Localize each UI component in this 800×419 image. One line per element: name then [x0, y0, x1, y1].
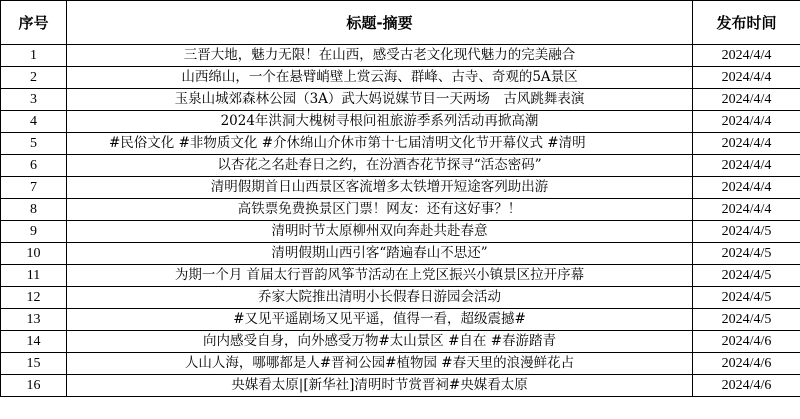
row-title: 央媒看太原|[新华社]清明时节赏晋祠#央媒看太原: [67, 375, 693, 397]
row-number: 15: [1, 353, 67, 375]
row-title: 清明假期山西引客“踏遍春山不思还”: [67, 243, 693, 265]
row-number: 12: [1, 287, 67, 309]
table-row: [1, 309, 800, 331]
row-title: #民俗文化 #非物质文化 #介休绵山介休市第十七届清明文化节开幕仪式 #清明: [67, 133, 693, 155]
table-body: [1, 45, 800, 397]
table-row: [1, 265, 800, 287]
row-title: 乔家大院推出清明小长假春日游园会活动: [67, 287, 693, 309]
row-date: 2024/4/5: [693, 309, 800, 331]
row-date: 2024/4/4: [693, 199, 800, 221]
row-date: 2024/4/5: [693, 221, 800, 243]
row-date: 2024/4/4: [693, 155, 800, 177]
row-number: 3: [1, 89, 67, 111]
row-date: 2024/4/5: [693, 265, 800, 287]
row-number: 1: [1, 45, 67, 67]
row-number: 14: [1, 331, 67, 353]
row-date: 2024/4/6: [693, 375, 800, 397]
row-number: 11: [1, 265, 67, 287]
header-row: [1, 1, 800, 45]
row-number: 7: [1, 177, 67, 199]
table-row: [1, 133, 800, 155]
table-row: [1, 111, 800, 133]
table-row: [1, 67, 800, 89]
row-date: 2024/4/4: [693, 89, 800, 111]
table-row: [1, 243, 800, 265]
header-num: 序号: [1, 1, 67, 45]
table-row: [1, 45, 800, 67]
row-number: 16: [1, 375, 67, 397]
row-number: 4: [1, 111, 67, 133]
row-date: 2024/4/6: [693, 353, 800, 375]
row-date: 2024/4/4: [693, 133, 800, 155]
row-number: 10: [1, 243, 67, 265]
row-title: 三晋大地，魅力无限！在山西，感受古老文化现代魅力的完美融合: [67, 45, 693, 67]
row-number: 9: [1, 221, 67, 243]
row-title: 高铁票免费换景区门票！网友：还有这好事？！: [67, 199, 693, 221]
table-row: [1, 155, 800, 177]
row-title: 为期一个月 首届太行晋韵风筝节活动在上党区振兴小镇景区拉开序幕: [67, 265, 693, 287]
row-title: #又见平遥剧场又见平遥，值得一看，超级震撼#: [67, 309, 693, 331]
table-row: [1, 89, 800, 111]
table-row: [1, 375, 800, 397]
row-title: 人山人海，哪哪都是人#晋祠公园#植物园 #春天里的浪漫鲜花占: [67, 353, 693, 375]
row-number: 8: [1, 199, 67, 221]
row-title: 清明假期首日山西景区客流增多太铁增开短途客列助出游: [67, 177, 693, 199]
row-number: 5: [1, 133, 67, 155]
row-title: 玉泉山城郊森林公园（3A）武大妈说媒节目一天两场 古风跳舞表演: [67, 89, 693, 111]
row-date: 2024/4/5: [693, 287, 800, 309]
row-date: 2024/4/4: [693, 111, 800, 133]
row-title: 2024年洪洞大槐树寻根问祖旅游季系列活动再掀高潮: [67, 111, 693, 133]
table-row: [1, 353, 800, 375]
row-title: 向内感受自身，向外感受万物#太山景区 #自在 #春游踏青: [67, 331, 693, 353]
table-row: [1, 287, 800, 309]
row-date: 2024/4/4: [693, 67, 800, 89]
row-title: 清明时节太原柳州双向奔赴共赴春意: [67, 221, 693, 243]
table-row: [1, 177, 800, 199]
row-title: 山西绵山，一个在悬臂峭壁上赏云海、群峰、古寺、奇观的5A景区: [67, 67, 693, 89]
header-title: 标题-摘要: [67, 1, 693, 45]
row-number: 6: [1, 155, 67, 177]
row-date: 2024/4/4: [693, 177, 800, 199]
row-date: 2024/4/5: [693, 243, 800, 265]
row-date: 2024/4/4: [693, 45, 800, 67]
row-number: 13: [1, 309, 67, 331]
table-row: [1, 331, 800, 353]
row-title: 以杏花之名赴春日之约，在汾酒杏花节探寻“活态密码”: [67, 155, 693, 177]
table-row: [1, 221, 800, 243]
row-date: 2024/4/6: [693, 331, 800, 353]
row-number: 2: [1, 67, 67, 89]
header-date: 发布时间: [693, 1, 800, 45]
table-row: [1, 199, 800, 221]
